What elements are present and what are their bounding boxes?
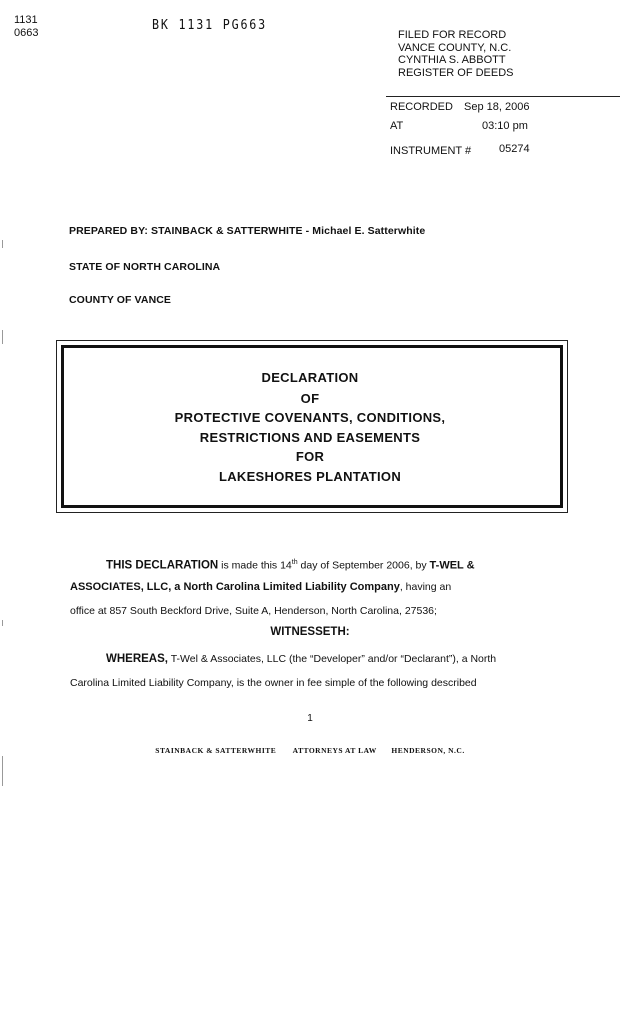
footer-role: ATTORNEYS AT LAW (292, 746, 377, 755)
p2-text-a: T-Wel & Associates, LLC (the “Developer” and/or “Declarant”), a North (167, 653, 497, 665)
corner-book-number: 1131 (14, 14, 38, 26)
corner-page-number: 0663 (14, 27, 39, 39)
footer-city: HENDERSON, N.C. (391, 746, 465, 755)
county-line: COUNTY OF VANCE (69, 294, 172, 306)
recorded-date: Sep 18, 2006 (464, 101, 530, 113)
scan-mark (2, 240, 3, 248)
at-time: 03:10 pm (482, 120, 528, 132)
recorded-label: RECORDED (390, 101, 453, 113)
scan-mark (2, 330, 3, 344)
title-line-3: PROTECTIVE COVENANTS, CONDITIONS, (174, 410, 446, 425)
scan-mark (2, 620, 3, 626)
whereas-lead: WHEREAS, (106, 653, 168, 665)
paragraph-2-line-1 (106, 652, 496, 666)
instrument-number: 05274 (499, 143, 530, 155)
page-number: 1 (307, 713, 313, 724)
state-line: STATE OF NORTH CAROLINA (69, 261, 221, 273)
filed-line-1: FILED FOR RECORD (398, 29, 507, 41)
declaration-lead: THIS DECLARATION (106, 559, 219, 572)
witnesseth: WITNESSETH: (270, 626, 350, 638)
title-line-1: DECLARATION (261, 370, 359, 385)
filed-line-4: REGISTER OF DEEDS (398, 66, 514, 79)
p1-company-2: ASSOCIATES, LLC, a North Carolina Limited Liability Company (70, 581, 400, 593)
p1-text-a: is made this 14 (218, 559, 292, 572)
instrument-label: INSTRUMENT # (390, 145, 472, 157)
paragraph-1-line-2 (70, 580, 451, 594)
footer (0, 746, 620, 755)
title-line-4: RESTRICTIONS AND EASEMENTS (199, 430, 421, 445)
recorded-block (386, 96, 620, 167)
filed-for-record-stamp (398, 29, 514, 79)
title-line-2: OF (300, 391, 320, 406)
at-label: AT (390, 120, 404, 132)
paragraph-2-line-2: Carolina Limited Liability Company, is the owner in fee simple of the following described (70, 677, 477, 689)
filed-line-3: CYNTHIA S. ABBOTT (398, 54, 506, 66)
corner-book-page (14, 14, 38, 40)
book-page-stamp: BK 1131 PG663 (152, 18, 267, 33)
title-line-5: FOR (295, 449, 325, 464)
paragraph-1-line-1 (106, 556, 475, 573)
p1-company-1: T-WEL & (429, 559, 475, 572)
filed-line-2: VANCE COUNTY, N.C. (398, 41, 512, 54)
footer-firm: STAINBACK & SATTERWHITE (155, 746, 277, 755)
title-line-6: LAKESHORES PLANTATION (218, 469, 402, 484)
p1-text-c: , having an (399, 581, 452, 593)
p1-superscript: th (291, 559, 298, 566)
prepared-by: PREPARED BY: STAINBACK & SATTERWHITE - Michael E. Satterwhite (69, 225, 426, 237)
scan-mark (2, 756, 3, 786)
paragraph-1-line-3: office at 857 South Beckford Drive, Suite A, Henderson, North Carolina, 27536; (70, 605, 437, 617)
p1-text-b: day of September 2006, by (297, 559, 430, 572)
